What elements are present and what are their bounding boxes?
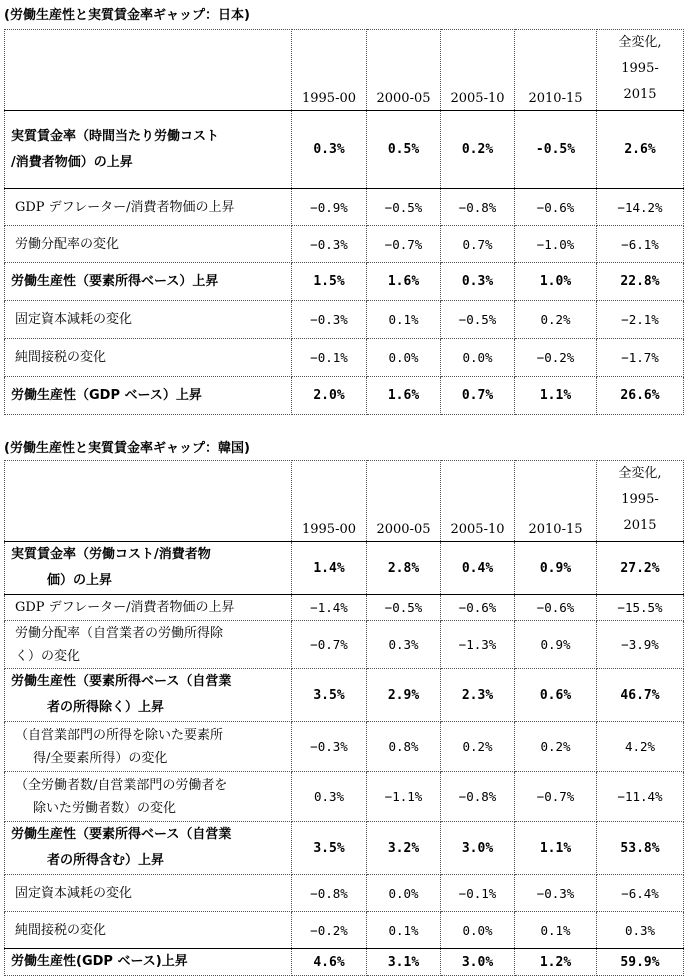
value-cell: −0.5% [441, 301, 515, 339]
col-header: 1995-00 [292, 461, 367, 542]
value-cell: −0.8% [441, 772, 515, 822]
value-cell: −11.4% [597, 772, 684, 822]
col-header: 2005-10 [441, 30, 515, 111]
korea-table-title: (労働生産性と実質賃金率ギャップ：韓国) [4, 441, 250, 456]
row-label-line: /消費者物価）の上昇 [11, 154, 133, 170]
value-cell: 0.7% [441, 377, 515, 415]
value-cell: 0.3% [597, 912, 684, 949]
row-label-line: （全労働者数/自営業部門の労働者を [15, 777, 228, 793]
table-row [5, 621, 684, 669]
value-cell: 1.1% [515, 822, 597, 875]
value-cell: 0.1% [515, 912, 597, 949]
japan-table [4, 29, 684, 415]
header-row [5, 461, 684, 542]
value-cell: −0.3% [292, 301, 367, 339]
row-label: 固定資本減耗の変化 [5, 301, 292, 339]
value-cell: 0.2% [515, 301, 597, 339]
value-cell: 0.1% [367, 301, 441, 339]
value-cell: 0.5% [367, 111, 441, 189]
value-cell: −0.3% [292, 226, 367, 263]
value-cell: −15.5% [597, 595, 684, 621]
table-row [5, 542, 684, 595]
row-label-line: く）の変化 [15, 648, 81, 664]
row-label: 労働生産性(GDP ベース)上昇 [5, 949, 292, 976]
total-header-line: 2015 [623, 518, 657, 533]
value-cell: −14.2% [597, 189, 684, 226]
table-row [5, 949, 684, 976]
value-cell: −0.1% [292, 339, 367, 377]
table-row [5, 722, 684, 772]
row-label [5, 111, 292, 189]
value-cell: −2.1% [597, 301, 684, 339]
row-label-line: 実質賃金率（時間当たり労働コスト [11, 128, 220, 144]
row-label [5, 722, 292, 772]
row-label-line: 労働生産性（要素所得ベース（自営業 [11, 674, 232, 689]
value-cell: 2.9% [367, 669, 441, 722]
value-cell: −0.9% [292, 189, 367, 226]
table-row [5, 339, 684, 377]
row-label-line: 価）の上昇 [47, 573, 113, 588]
value-cell: 0.8% [367, 722, 441, 772]
value-cell: 3.2% [367, 822, 441, 875]
value-cell: 0.4% [441, 542, 515, 595]
value-cell: −6.4% [597, 875, 684, 912]
value-cell: 0.0% [367, 875, 441, 912]
value-cell: 26.6% [597, 377, 684, 415]
header-blank-cell [5, 461, 292, 542]
row-label-line: 労働分配率（自営業者の労働所得除 [15, 625, 224, 641]
value-cell: 0.7% [441, 226, 515, 263]
value-cell: −0.6% [441, 595, 515, 621]
table-row [5, 595, 684, 621]
value-cell: −3.9% [597, 621, 684, 669]
value-cell: −0.7% [292, 621, 367, 669]
row-label-line: 得/全要素所得）の変化 [33, 750, 168, 766]
korea-table [4, 460, 684, 976]
value-cell: −0.5% [367, 189, 441, 226]
table-row [5, 377, 684, 415]
value-cell: 53.8% [597, 822, 684, 875]
table-row [5, 875, 684, 912]
row-label-line: 者の所得含む）上昇 [47, 853, 165, 868]
total-header-line: 1995- [621, 61, 659, 76]
table-row [5, 111, 684, 189]
row-label: 労働分配率の変化 [5, 226, 292, 263]
value-cell: −0.2% [292, 912, 367, 949]
row-label: 純間接税の変化 [5, 339, 292, 377]
value-cell: 0.9% [515, 542, 597, 595]
value-cell: −0.7% [515, 772, 597, 822]
value-cell: −0.5% [367, 595, 441, 621]
value-cell: 1.4% [292, 542, 367, 595]
value-cell: 4.2% [597, 722, 684, 772]
value-cell: 3.0% [441, 822, 515, 875]
table-row [5, 669, 684, 722]
value-cell: 22.8% [597, 263, 684, 301]
total-header-line: 2015 [623, 87, 657, 102]
value-cell: 27.2% [597, 542, 684, 595]
row-label [5, 542, 292, 595]
value-cell: −1.4% [292, 595, 367, 621]
value-cell: 0.3% [367, 621, 441, 669]
col-header-total [597, 30, 684, 111]
value-cell: -0.5% [515, 111, 597, 189]
total-header-line: 全変化, [618, 466, 662, 481]
value-cell: −0.8% [292, 875, 367, 912]
value-cell: 1.0% [515, 263, 597, 301]
row-label-line: 者の所得除く）上昇 [47, 700, 165, 715]
header-row [5, 30, 684, 111]
table-row [5, 189, 684, 226]
value-cell: −1.1% [367, 772, 441, 822]
row-label [5, 822, 292, 875]
value-cell: 0.1% [367, 912, 441, 949]
value-cell: −1.7% [597, 339, 684, 377]
value-cell: 1.1% [515, 377, 597, 415]
value-cell: −0.2% [515, 339, 597, 377]
value-cell: −0.7% [367, 226, 441, 263]
value-cell: 0.0% [441, 339, 515, 377]
value-cell: 0.2% [515, 722, 597, 772]
value-cell: 59.9% [597, 949, 684, 976]
value-cell: 1.6% [367, 377, 441, 415]
col-header: 2010-15 [515, 461, 597, 542]
value-cell: −0.1% [441, 875, 515, 912]
col-header-total [597, 461, 684, 542]
row-label: 労働生産性（要素所得ベース）上昇 [5, 263, 292, 301]
value-cell: 2.6% [597, 111, 684, 189]
value-cell: −1.3% [441, 621, 515, 669]
value-cell: 0.3% [292, 111, 367, 189]
value-cell: 46.7% [597, 669, 684, 722]
col-header: 2000-05 [367, 30, 441, 111]
value-cell: 0.9% [515, 621, 597, 669]
header-blank-cell [5, 30, 292, 111]
table-row [5, 301, 684, 339]
row-label: 純間接税の変化 [5, 912, 292, 949]
value-cell: 0.3% [292, 772, 367, 822]
row-label: 固定資本減耗の変化 [5, 875, 292, 912]
row-label: GDP デフレーター/消費者物価の上昇 [5, 595, 292, 621]
value-cell: 0.6% [515, 669, 597, 722]
row-label [5, 621, 292, 669]
value-cell: 3.5% [292, 669, 367, 722]
value-cell: −0.3% [515, 875, 597, 912]
value-cell: 0.3% [441, 263, 515, 301]
value-cell: 1.2% [515, 949, 597, 976]
value-cell: 2.8% [367, 542, 441, 595]
value-cell: 0.0% [441, 912, 515, 949]
col-header: 2000-05 [367, 461, 441, 542]
value-cell: 3.0% [441, 949, 515, 976]
value-cell: 0.2% [441, 111, 515, 189]
row-label-line: 除いた労働者数）の変化 [33, 800, 177, 816]
table-row [5, 226, 684, 263]
row-label-line: 労働生産性（要素所得ベース（自営業 [11, 827, 232, 842]
table-row [5, 912, 684, 949]
col-header: 2010-15 [515, 30, 597, 111]
row-label-line: 実質賃金率（労働コスト/消費者物 [11, 547, 211, 562]
value-cell: −1.0% [515, 226, 597, 263]
value-cell: 1.5% [292, 263, 367, 301]
value-cell: 2.0% [292, 377, 367, 415]
row-label: GDP デフレーター/消費者物価の上昇 [5, 189, 292, 226]
value-cell: −0.6% [515, 595, 597, 621]
value-cell: 0.2% [441, 722, 515, 772]
col-header: 1995-00 [292, 30, 367, 111]
value-cell: 2.3% [441, 669, 515, 722]
total-header-line: 全変化, [618, 35, 662, 50]
value-cell: −0.6% [515, 189, 597, 226]
total-header-line: 1995- [621, 492, 659, 507]
value-cell: −0.3% [292, 722, 367, 772]
value-cell: 1.6% [367, 263, 441, 301]
row-label: 労働生産性（GDP ベース）上昇 [5, 377, 292, 415]
table-row [5, 263, 684, 301]
value-cell: 3.5% [292, 822, 367, 875]
value-cell: 4.6% [292, 949, 367, 976]
value-cell: 0.0% [367, 339, 441, 377]
col-header: 2005-10 [441, 461, 515, 542]
row-label [5, 772, 292, 822]
row-label-line: （自営業部門の所得を除いた要素所 [15, 727, 224, 743]
table-row [5, 772, 684, 822]
value-cell: −6.1% [597, 226, 684, 263]
row-label [5, 669, 292, 722]
value-cell: −0.8% [441, 189, 515, 226]
value-cell: 3.1% [367, 949, 441, 976]
table-row [5, 822, 684, 875]
japan-table-title: (労働生産性と実質賃金率ギャップ：日本) [4, 8, 250, 23]
